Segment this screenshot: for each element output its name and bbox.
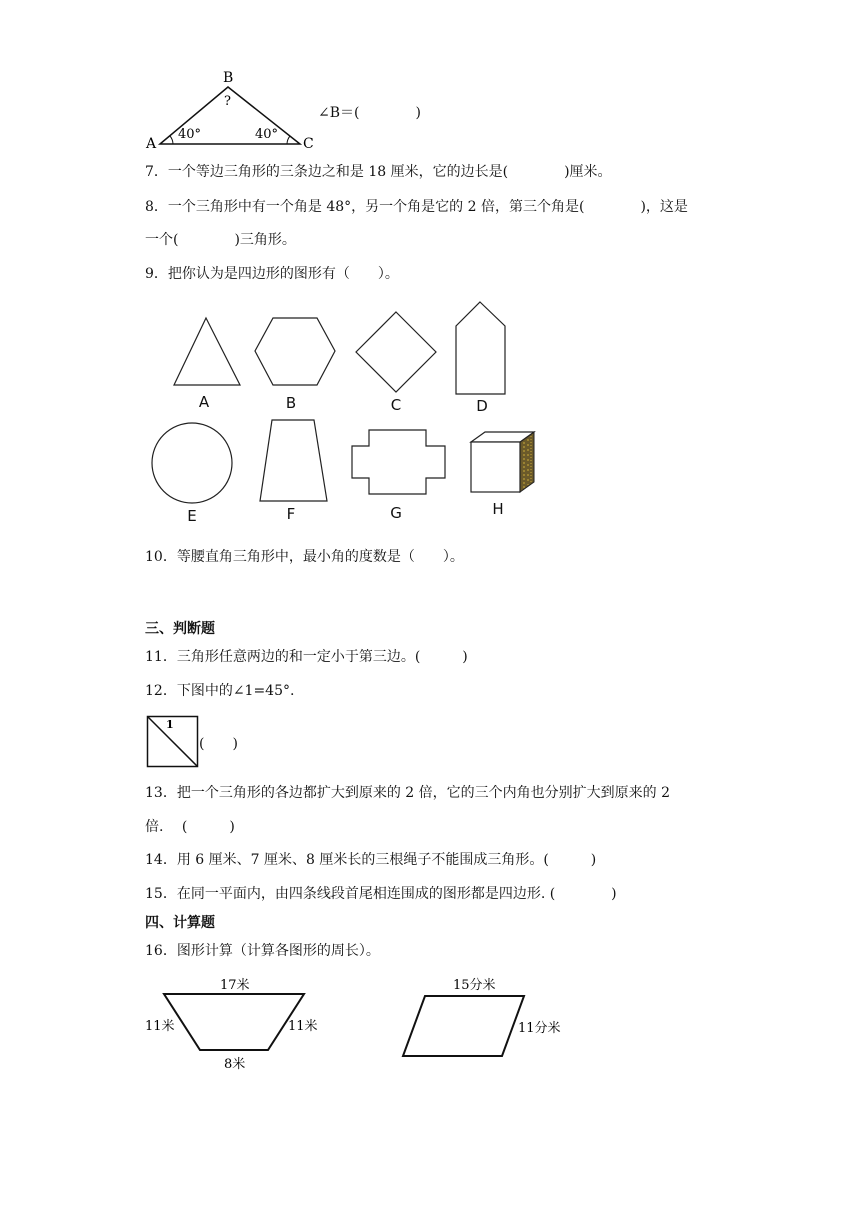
shape-label-h: H xyxy=(492,500,504,518)
angle-c-label: 40° xyxy=(255,127,279,142)
question-16: 16．图形计算（计算各图形的周长）。 xyxy=(145,943,380,959)
shape-label-d: D xyxy=(476,397,488,415)
question-9: 9．把你认为是四边形的图形有（ ）。 xyxy=(145,266,399,282)
question-11: 11．三角形任意两边的和一定小于第三边。( ) xyxy=(145,649,468,665)
question-10: 10．等腰直角三角形中，最小角的度数是（ ）。 xyxy=(145,549,464,565)
parallelogram-shape xyxy=(403,996,524,1056)
trapezoid-bottom-label: 8米 xyxy=(224,1057,246,1072)
shape-e-circle xyxy=(150,421,235,506)
shape-b-hexagon xyxy=(253,315,338,390)
question-12: 12．下图中的∠1=45°. xyxy=(145,683,295,699)
question-15: 15．在同一平面内，由四条线段首尾相连围成的图形都是四边形. ( ) xyxy=(145,886,617,902)
trapezoid-figure xyxy=(140,972,340,1072)
shape-g-cross xyxy=(350,428,447,496)
section-3-heading: 三、判断题 xyxy=(145,621,215,637)
q12-angle-label: 1 xyxy=(166,718,174,731)
section-4-heading: 四、计算题 xyxy=(145,915,215,931)
angle-a-label: 40° xyxy=(178,127,202,142)
trapezoid-top-label: 17米 xyxy=(220,978,250,993)
question-14: 14．用 6 厘米、7 厘米、8 厘米长的三根绳子不能围成三角形。( ) xyxy=(145,852,597,868)
shape-label-a: A xyxy=(198,393,210,411)
shape-a-triangle xyxy=(170,315,245,390)
angle-b-answer: ∠B＝( ) xyxy=(318,105,421,121)
shape-label-b: B xyxy=(285,394,297,412)
question-7: 7．一个等边三角形的三条边之和是 18 厘米，它的边长是( )厘米。 xyxy=(145,164,612,180)
trapezoid-shape xyxy=(164,994,304,1050)
shape-label-g: G xyxy=(390,504,402,522)
parallelogram-right-label: 11分米 xyxy=(518,1021,561,1036)
question-8-line2: 一个( )三角形。 xyxy=(145,232,296,248)
question-13-line2: 倍. ( ) xyxy=(145,819,235,835)
vertex-a-label: A xyxy=(146,136,157,152)
shape-h-cube xyxy=(468,430,540,496)
q12-answer-paren: ( ) xyxy=(199,736,238,752)
angle-a-arc xyxy=(170,136,173,144)
angle-c-arc xyxy=(287,136,290,144)
vertex-b-label: B xyxy=(223,70,234,86)
shape-label-e: E xyxy=(187,507,197,525)
shape-c-square xyxy=(355,310,440,395)
angle-b-question: ? xyxy=(224,94,231,109)
shape-f-trapezoid xyxy=(258,418,330,504)
vertex-c-label: C xyxy=(303,136,314,152)
shape-label-c: C xyxy=(390,396,402,414)
triangle-abc-figure xyxy=(140,70,340,160)
parallelogram-top-label: 15分米 xyxy=(453,978,496,993)
trapezoid-right-label: 11米 xyxy=(288,1019,318,1034)
question-13-line1: 13．把一个三角形的各边都扩大到原来的 2 倍，它的三个内角也分别扩大到原来的 2 xyxy=(145,785,670,801)
question-8-line1: 8．一个三角形中有一个角是 48°，另一个角是它的 2 倍，第三个角是( )，这是 xyxy=(145,199,688,215)
shape-d-pentagon xyxy=(453,300,509,396)
parallelogram-figure xyxy=(398,972,578,1062)
q12-square-figure xyxy=(146,715,200,769)
trapezoid-left-label: 11米 xyxy=(145,1019,175,1034)
shape-label-f: F xyxy=(286,505,296,523)
